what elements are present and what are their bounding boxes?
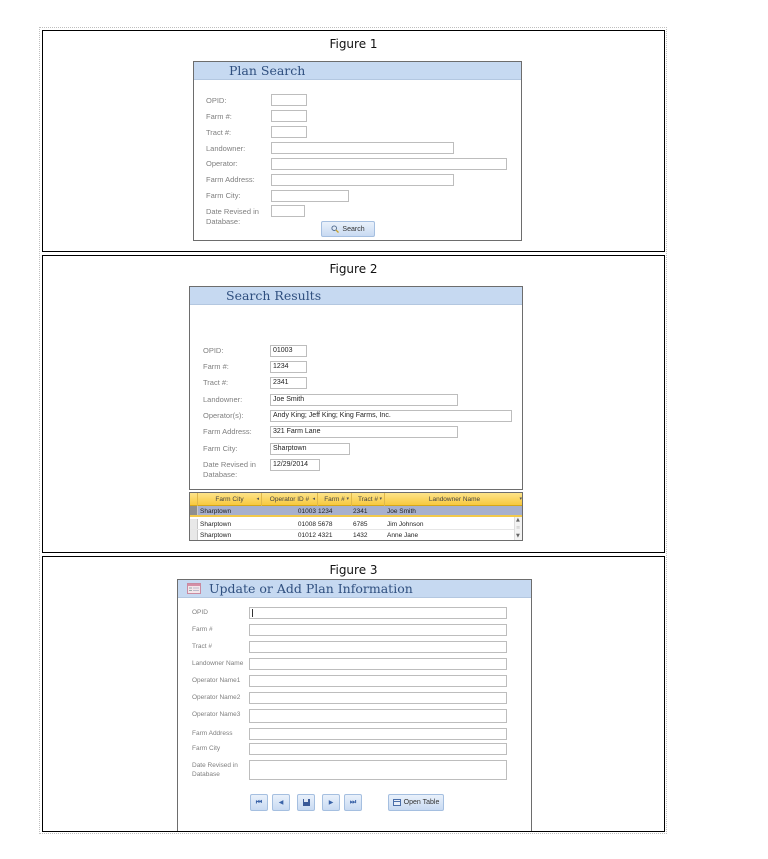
farm-address-label: Farm Address [192, 730, 233, 737]
first-record-icon: ⏮ [255, 798, 263, 806]
tract-number-input[interactable]: 2341 [270, 377, 307, 389]
next-record-icon: ▶ [328, 800, 334, 806]
figure-caption: Figure 3 [329, 563, 378, 577]
landowner-input[interactable] [271, 142, 454, 154]
landowner-label: Landowner: [206, 144, 246, 153]
figure-caption: Figure 1 [329, 37, 378, 51]
table-icon [393, 799, 401, 806]
farm-number-input[interactable]: 1234 [270, 361, 307, 373]
form-header [190, 287, 522, 305]
operator-name1-input[interactable] [249, 675, 507, 687]
farm-city-input[interactable] [271, 190, 349, 202]
opid-label: OPID: [203, 346, 224, 355]
date-revised-label-line2: Database: [206, 217, 241, 226]
farm-number-input[interactable] [271, 110, 307, 122]
open-table-label: Open Table [403, 799, 440, 806]
farm-address-label: Farm Address: [206, 175, 255, 184]
landowner-name-label: Landowner Name [192, 660, 244, 667]
date-revised-label-line2: Database [192, 771, 220, 778]
update-plan-form [177, 579, 532, 831]
table-row[interactable]: Sharptown 01012 4321 1432 Anne Jane [190, 530, 522, 541]
row-selector[interactable] [190, 506, 198, 515]
date-revised-input[interactable] [271, 205, 305, 217]
column-header-landowner-name[interactable]: Landowner Name ▾ [385, 493, 523, 506]
figure-caption: Figure 2 [329, 262, 378, 276]
vertical-scrollbar[interactable] [514, 517, 522, 541]
next-record-button[interactable] [322, 794, 340, 811]
operator-name3-label: Operator Name3 [192, 711, 241, 718]
first-record-button[interactable] [250, 794, 268, 811]
farm-number-label: Farm #: [206, 112, 232, 121]
farm-city-label: Farm City: [203, 444, 238, 453]
farm-city-input[interactable] [249, 743, 507, 755]
open-table-button[interactable] [388, 794, 444, 811]
farm-number-label: Farm # [192, 626, 213, 633]
farm-address-input[interactable] [271, 174, 454, 186]
tract-number-label: Tract #: [206, 128, 232, 137]
sort-arrow-icon: ◂ [312, 496, 315, 502]
table-row[interactable]: Sharptown 01003 1234 2341 Joe Smith [190, 506, 522, 517]
operators-label: Operator(s): [203, 411, 244, 420]
column-header-operator-id[interactable]: Operator ID # ◂ [262, 493, 318, 506]
search-button[interactable] [321, 221, 375, 237]
save-icon [303, 799, 310, 806]
table-row[interactable]: Sharptown 01008 5678 6785 Jim Johnson [190, 519, 522, 530]
dropdown-arrow-icon: ▾ [379, 496, 382, 502]
plan-search-form [193, 61, 522, 241]
select-all-corner[interactable] [190, 493, 198, 506]
datasheet-header [190, 493, 522, 506]
scroll-down-icon[interactable]: ▼ [516, 533, 520, 539]
opid-label: OPID: [206, 96, 227, 105]
landowner-label: Landowner: [203, 395, 243, 404]
results-datasheet [189, 492, 523, 541]
opid-input[interactable] [271, 94, 307, 106]
date-revised-input[interactable]: 12/29/2014 [270, 459, 320, 471]
search-button-label: Search [342, 225, 365, 233]
previous-record-icon: ◀ [278, 800, 284, 806]
last-record-button[interactable] [344, 794, 362, 811]
form-title: Search Results [226, 288, 322, 303]
search-results-form [189, 286, 523, 490]
form-header [178, 580, 531, 598]
farm-address-input[interactable] [249, 728, 507, 740]
form-title: Update or Add Plan Information [209, 581, 413, 596]
form-header [194, 62, 521, 80]
scroll-thumb[interactable]: ≡ [516, 525, 521, 531]
tract-number-label: Tract #: [203, 378, 229, 387]
tract-number-input[interactable] [249, 641, 507, 653]
column-header-farm-city[interactable]: Farm City ◂ [198, 493, 262, 506]
operator-name2-label: Operator Name2 [192, 694, 241, 701]
tract-number-label: Tract # [192, 643, 212, 650]
operator-input[interactable] [271, 158, 507, 170]
date-revised-label-line2: Database: [203, 470, 238, 479]
farm-city-label: Farm City [192, 745, 221, 752]
farm-number-label: Farm #: [203, 362, 229, 371]
date-revised-input[interactable] [249, 760, 507, 780]
dropdown-arrow-icon: ▾ [519, 496, 522, 502]
column-header-tract-number[interactable]: Tract # ▾ [352, 493, 385, 506]
column-header-farm-number[interactable]: Farm # ▾ [318, 493, 352, 506]
dropdown-arrow-icon: ▾ [346, 496, 349, 502]
date-revised-label-line1: Date Revised in [192, 762, 238, 769]
landowner-name-input[interactable] [249, 658, 507, 670]
farm-address-input[interactable]: 321 Farm Lane [270, 426, 458, 438]
operators-input[interactable]: Andy King; Jeff King; King Farms, Inc. [270, 410, 512, 422]
date-revised-label-line1: Date Revised in [203, 460, 256, 469]
opid-input[interactable] [249, 607, 507, 619]
save-record-button[interactable] [297, 794, 315, 811]
operator-name1-label: Operator Name1 [192, 677, 241, 684]
sort-arrow-icon: ◂ [256, 496, 259, 502]
magnifier-icon [331, 225, 339, 233]
farm-address-label: Farm Address: [203, 427, 252, 436]
operator-label: Operator: [206, 159, 238, 168]
farm-number-input[interactable] [249, 624, 507, 636]
form-icon [187, 583, 201, 594]
scroll-up-icon[interactable]: ▲ [516, 517, 520, 523]
row-selector[interactable] [190, 519, 198, 529]
opid-label: OPID [192, 609, 208, 616]
form-title: Plan Search [229, 63, 306, 78]
opid-input[interactable]: 01003 [270, 345, 307, 357]
last-record-icon: ⏭ [349, 798, 357, 806]
landowner-input[interactable]: Joe Smith [270, 394, 458, 406]
operator-name3-input[interactable] [249, 709, 507, 723]
row-selector[interactable] [190, 530, 198, 540]
tract-number-input[interactable] [271, 126, 307, 138]
farm-city-input[interactable]: Sharptown [270, 443, 350, 455]
farm-city-label: Farm City: [206, 191, 241, 200]
operator-name2-input[interactable] [249, 692, 507, 704]
text-cursor [252, 609, 253, 617]
previous-record-button[interactable] [272, 794, 290, 811]
date-revised-label-line1: Date Revised in [206, 207, 259, 216]
